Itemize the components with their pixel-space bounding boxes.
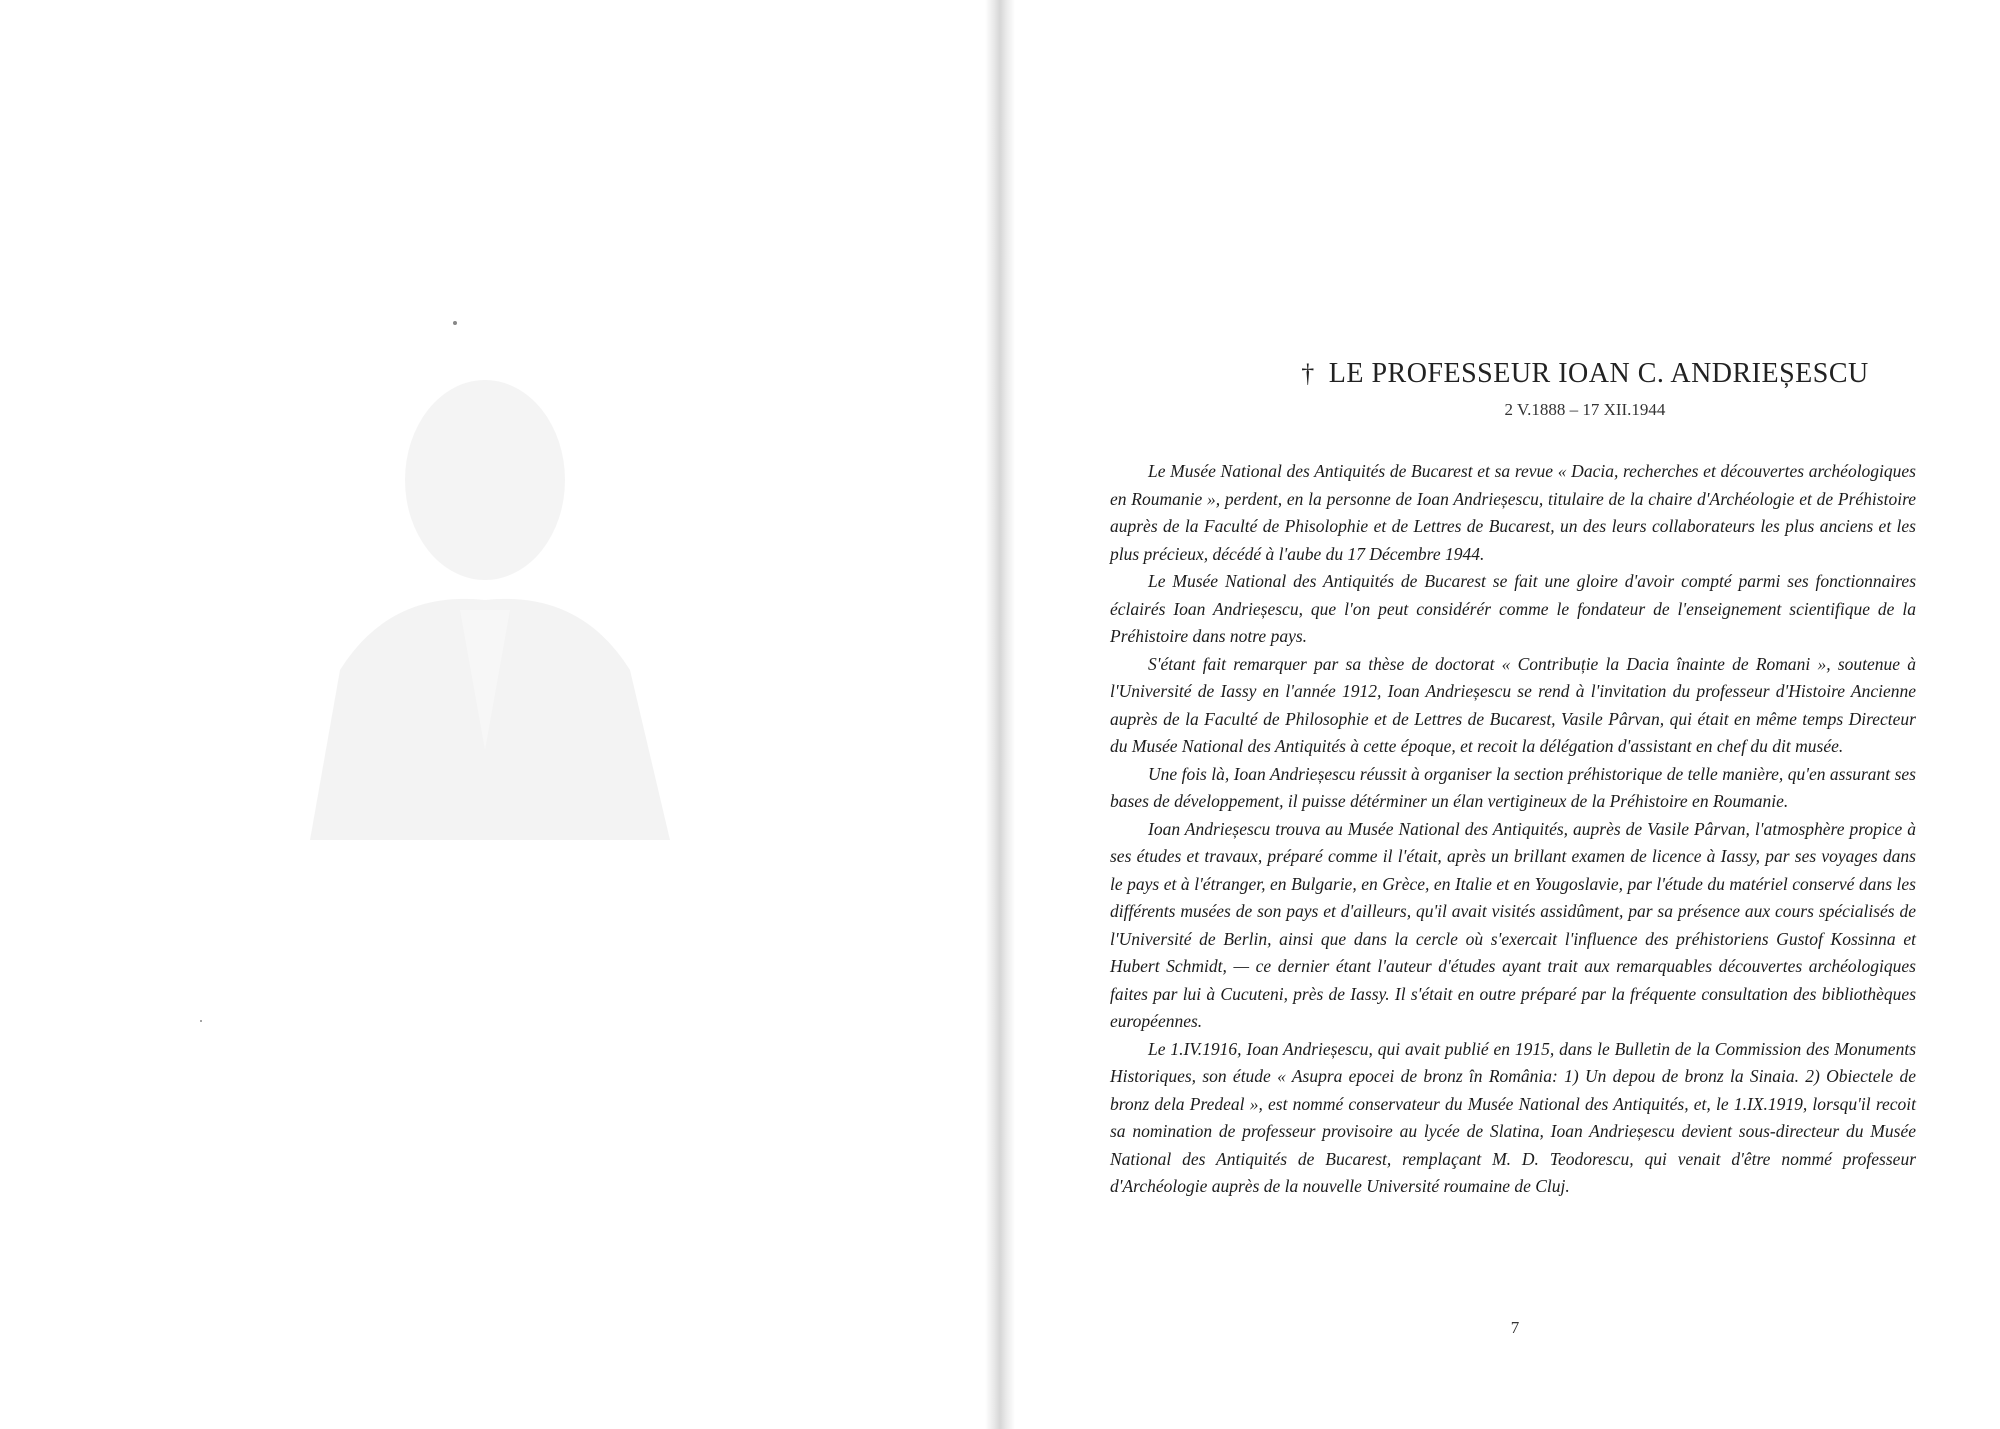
title-text: LE PROFESSEUR IOAN C. ANDRIEȘESCU	[1328, 358, 1869, 389]
article-body	[1110, 458, 1916, 1201]
faded-portrait-image	[270, 330, 700, 840]
page-title	[1285, 358, 1885, 390]
page-number: 7	[1510, 1318, 1520, 1337]
paragraph: Une fois là, Ioan Andrieșescu réussit à organiser la section préhistorique de telle manière, qu'en assurant ses bases de développement, il puisse détérminer un élan vertigineux de la Préhistoire en Roumanie.	[1110, 763, 1916, 811]
right-page	[1015, 0, 2000, 1429]
paper-speck	[453, 321, 457, 325]
paragraph: Le Musée National des Antiquités de Bucarest et sa revue « Dacia, recherches et découvertes archéologiques en Roumanie », perdent, en la personne de Ioan Andrieșescu, titulaire de la chaire d'Archéologie et de Préhistoire auprès de la Faculté de Phisolophie et de Lettres de Bucarest, un des leurs collaborateurs les plus anciens et les plus précieux, décédé à l'aube du 17 Décembre 1944.	[1110, 461, 1916, 564]
paragraph: Le 1.IV.1916, Ioan Andrieșescu, qui avait publié en 1915, dans le Bulletin de la Commission des Monuments Historiques, son étude « Asupra epocei de bronz în România: 1) Un depou de bronz la Sinaia. 2) Obiectele de bronz dela Predeal », est nommé conservateur du Musée National des Antiquités, et, le 1.IX.1919, lorsqu'il recoit sa nomination de professeur provisoire au lycée de Slatina, Ioan Andrieșescu devient sous-directeur du Musée National des Antiquités de Bucarest, remplaçant M. D. Teodorescu, qui venait d'être nommé professeur d'Archéologie auprès de la nouvelle Université roumaine de Cluj.	[1110, 1038, 1916, 1196]
left-page	[0, 0, 985, 1429]
paragraph: Le Musée National des Antiquités de Bucarest se fait une gloire d'avoir compté parmi ses fonctionnaires éclairés Ioan Andrieșescu, que l'on peut considérér comme le fondateur de l'enseignement scientifique de la Préhistoire dans notre pays.	[1110, 571, 1916, 646]
paragraph: S'étant fait remarquer par sa thèse de doctorat « Contribuție la Dacia înainte de Romani », soutenue à l'Université de Iassy en l'année 1912, Ioan Andrieșescu se rend à l'invitation du professeur d'Histoire Ancienne auprès de la Faculté de Philosophie et de Lettres de Bucarest, Vasile Pârvan, qui était en même temps Directeur du Musée National des Antiquités à cette époque, et recoit la délégation d'assistant en chef du dit musée.	[1110, 653, 1916, 756]
dagger-symbol: †	[1301, 359, 1315, 388]
life-dates: 2 V.1888 – 17 XII.1944	[1504, 400, 1666, 419]
book-gutter	[985, 0, 1015, 1429]
paper-speck	[200, 1020, 202, 1022]
paragraph: Ioan Andrieșescu trouva au Musée National des Antiquités, auprès de Vasile Pârvan, l'atmosphère propice à ses études et travaux, préparé comme il l'était, après un brillant examen de licence à Iassy, par ses voyages dans le pays et à l'étranger, en Bulgarie, en Grèce, en Italie et en Yougoslavie, par l'étude du matériel conservé dans les différents musées de son pays et d'ailleurs, qu'il avait visités assidûment, par sa présence aux cours spécialisés de l'Université de Berlin, ainsi que dans la cercle où s'exercait l'influence des préhistoriens Gustof Kossinna et Hubert Schmidt, — ce dernier étant l'auteur d'études ayant trait aux remarquables découvertes archéologiques faites par lui à Cucuteni, près de Iassy. Il s'était en outre préparé par la fréquente consultation des bibliothèques européennes.	[1110, 818, 1916, 1031]
